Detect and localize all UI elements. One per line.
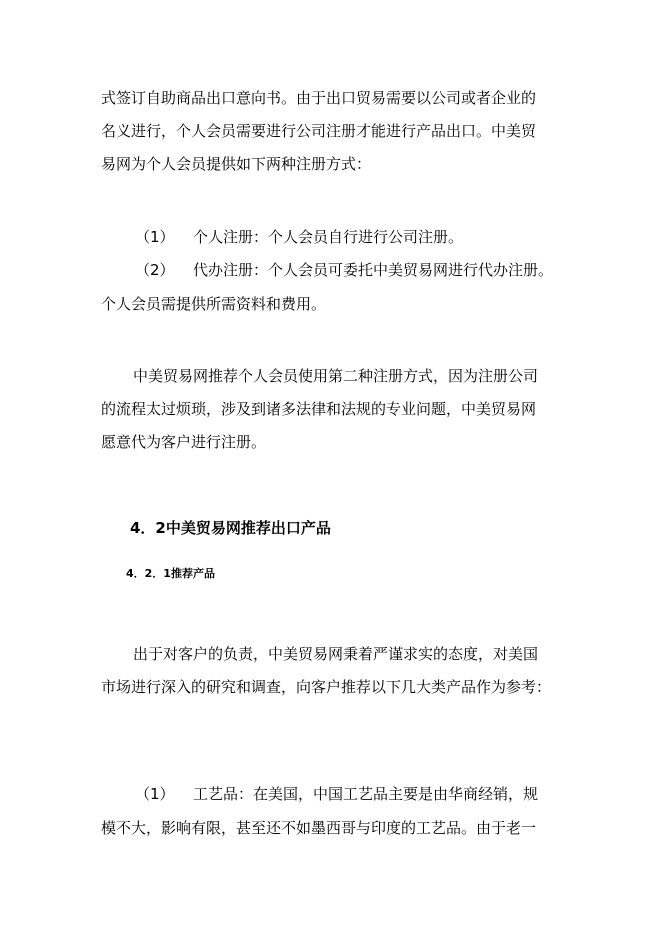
list-item-number: （2） — [135, 261, 175, 279]
paragraph-line: 名义进行，个人会员需要进行公司注册才能进行产品出口。中美贸 — [101, 122, 537, 140]
list-item-text: 代办注册：个人会员可委托中美贸易网进行代办注册。 — [193, 261, 554, 279]
paragraph-line: 出于对客户的负责，中美贸易网秉着严谨求实的态度，对美国 — [133, 645, 539, 663]
paragraph-line: 愿意代为客户进行注册。 — [101, 433, 267, 451]
paragraph-line: 式签订自助商品出口意向书。由于出口贸易需要以公司或者企业的 — [101, 89, 537, 107]
paragraph-line: 的流程太过烦琐，涉及到诸多法律和法规的专业问题，中美贸易网 — [101, 400, 537, 418]
list-continuation-line: 个人会员需提供所需资料和费用。 — [101, 295, 327, 313]
list-item-number: （1） — [135, 228, 175, 246]
subsection-heading: 4．2．1推荐产品 — [126, 567, 215, 580]
section-heading: 4．2中美贸易网推荐出口产品 — [130, 519, 331, 537]
paragraph-line: 市场进行深入的研究和调查，向客户推荐以下几大类产品作为参考： — [101, 678, 552, 696]
list-continuation-line: 模不大，影响有限，甚至还不如墨西哥与印度的工艺品。由于老一 — [101, 819, 537, 837]
list-item — [135, 785, 538, 803]
paragraph-line: 易网为个人会员提供如下两种注册方式： — [101, 155, 372, 173]
list-item-number: （1） — [135, 785, 175, 803]
list-item-text: 工艺品：在美国，中国工艺品主要是由华商经销，规 — [193, 785, 539, 803]
list-item — [135, 228, 463, 246]
list-item-text: 个人注册：个人会员自行进行公司注册。 — [193, 228, 464, 246]
list-item — [135, 261, 553, 279]
paragraph-line: 中美贸易网推荐个人会员使用第二种注册方式，因为注册公司 — [133, 367, 539, 385]
